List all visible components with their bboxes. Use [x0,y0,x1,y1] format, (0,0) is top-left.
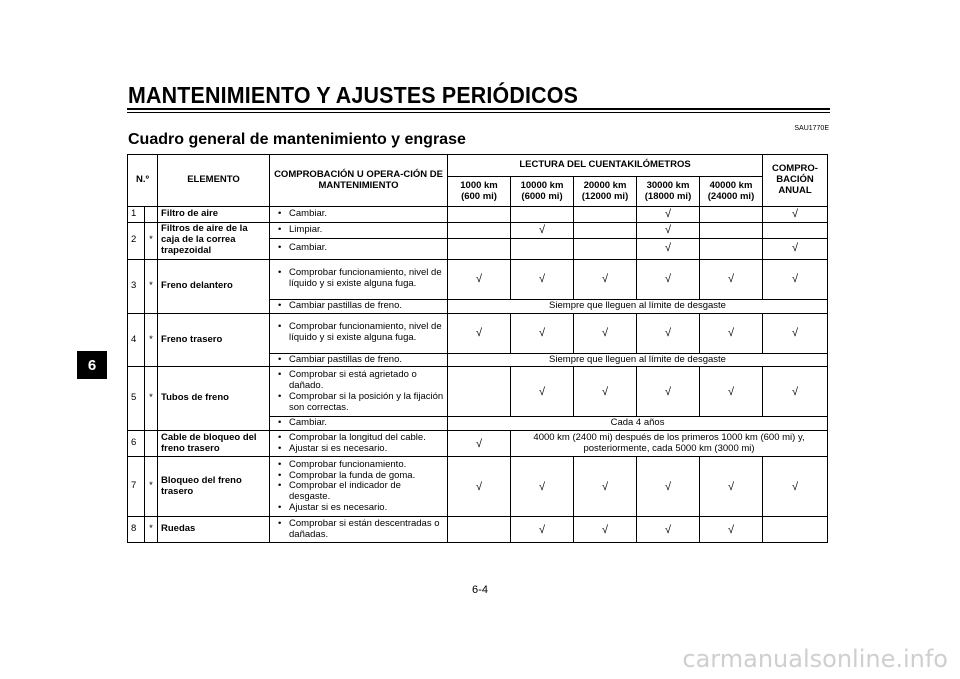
header-annual: COMPRO-BACIÓN ANUAL [763,155,828,207]
cell-operation [270,238,448,259]
operation-step: • Comprobar la longitud del cable. [273,433,444,444]
check-mark: √ [574,517,637,543]
cell-star [145,431,158,457]
cell-operation [270,457,448,517]
cell-item: Bloqueo del freno trasero [158,457,270,517]
operation-step: • Cambiar. [273,209,444,220]
cell-star: * [145,517,158,543]
cell-item: Ruedas [158,517,270,543]
empty-cell [511,207,574,223]
check-mark: √ [637,313,700,353]
cell-operation [270,222,448,238]
table-row [128,457,828,517]
check-mark: √ [637,457,700,517]
check-mark: √ [700,457,763,517]
interval-note: Cada 4 años [448,417,828,431]
header-interval: 40000 km (24000 mi) [700,177,763,207]
cell-operation [270,431,448,457]
cell-operation [270,207,448,223]
table-row [128,517,828,543]
operation-step: • Cambiar pastillas de freno. [273,301,444,312]
empty-cell [448,238,511,259]
cell-operation [270,313,448,353]
check-mark: √ [637,238,700,259]
cell-item: Cable de bloqueo del freno trasero [158,431,270,457]
operation-step: • Comprobar la funda de goma. [273,471,444,482]
empty-cell [448,222,511,238]
operation-step: • Limpiar. [273,225,444,236]
cell-star: * [145,222,158,259]
page-number: 6-4 [472,584,488,596]
header-interval: 1000 km (600 mi) [448,177,511,207]
check-mark: √ [637,222,700,238]
operation-step: • Cambiar pastillas de freno. [273,355,444,366]
watermark: carmanualsonline.info [682,645,948,673]
cell-num: 3 [128,259,145,313]
check-mark: √ [700,367,763,417]
check-mark: √ [763,457,828,517]
interval-note: 4000 km (2400 mi) después de los primeros 1000 km (600 mi) y, posteriormente, cada 5000 km (3000 mi) [511,431,828,457]
operation-step: • Cambiar. [273,418,444,429]
empty-cell [448,207,511,223]
check-mark: √ [574,313,637,353]
chapter-tab: 6 [77,351,107,379]
interval-note: Siempre que lleguen al límite de desgaste [448,353,828,367]
check-mark: √ [511,367,574,417]
check-mark: √ [511,222,574,238]
operation-step: • Comprobar si está agrietado o dañado. [273,370,444,392]
empty-cell [700,222,763,238]
interval-note: Siempre que lleguen al límite de desgaste [448,299,828,313]
table-row [128,313,828,353]
cell-operation [270,353,448,367]
header-interval: 30000 km (18000 mi) [637,177,700,207]
operation-step: • Ajustar si es necesario. [273,503,444,514]
cell-item: Filtros de aire de la caja de la correa trapezoidal [158,222,270,259]
table-row [128,222,828,238]
check-mark: √ [637,259,700,299]
operation-step: • Comprobar funcionamiento, nivel de líquido y si existe alguna fuga. [273,268,444,290]
header-interval: 20000 km (12000 mi) [574,177,637,207]
cell-item: Tubos de freno [158,367,270,431]
page-title: MANTENIMIENTO Y AJUSTES PERIÓDICOS [128,82,579,108]
check-mark: √ [574,367,637,417]
check-mark: √ [574,457,637,517]
cell-num: 4 [128,313,145,367]
check-mark: √ [448,259,511,299]
cell-operation [270,417,448,431]
check-mark: √ [637,517,700,543]
cell-num: 8 [128,517,145,543]
check-mark: √ [763,367,828,417]
header-check: COMPROBACIÓN U OPERA-CIÓN DE MANTENIMIENTO [270,155,448,207]
check-mark: √ [511,313,574,353]
header-odometer: LECTURA DEL CUENTAKILÓMETROS [448,155,763,177]
operation-step: • Cambiar. [273,243,444,254]
cell-operation [270,259,448,299]
check-mark: √ [700,517,763,543]
section-subtitle: Cuadro general de mantenimiento y engrase [128,131,466,148]
check-mark: √ [448,313,511,353]
operation-step: • Comprobar el indicador de desgaste. [273,481,444,503]
title-rule-thick [127,108,830,110]
empty-cell [511,238,574,259]
check-mark: √ [763,313,828,353]
table-row [128,259,828,299]
table-row [128,367,828,417]
empty-cell [700,207,763,223]
operation-step: • Comprobar funcionamiento. [273,460,444,471]
cell-operation [270,367,448,417]
cell-num: 6 [128,431,145,457]
check-mark: √ [700,259,763,299]
cell-item: Freno delantero [158,259,270,313]
check-mark: √ [511,457,574,517]
check-mark: √ [700,313,763,353]
cell-item: Filtro de aire [158,207,270,223]
check-mark: √ [448,431,511,457]
check-mark: √ [511,517,574,543]
empty-cell [763,517,828,543]
cell-operation [270,517,448,543]
cell-star [145,207,158,223]
cell-operation [270,299,448,313]
cell-num: 7 [128,457,145,517]
operation-step: • Comprobar funcionamiento, nivel de líquido y si existe alguna fuga. [273,322,444,344]
check-mark: √ [448,457,511,517]
check-mark: √ [637,207,700,223]
header-num: N.º [128,155,158,207]
title-rule-thin [127,112,830,113]
check-mark: √ [574,259,637,299]
header-interval: 10000 km (6000 mi) [511,177,574,207]
empty-cell [574,238,637,259]
operation-step: • Ajustar si es necesario. [273,444,444,455]
cell-star: * [145,367,158,431]
check-mark: √ [763,207,828,223]
cell-num: 2 [128,222,145,259]
cell-star: * [145,313,158,367]
cell-num: 1 [128,207,145,223]
empty-cell [574,222,637,238]
table-row [128,207,828,223]
table-header [128,155,828,207]
empty-cell [448,367,511,417]
cell-num: 5 [128,367,145,431]
header-item: ELEMENTO [158,155,270,207]
empty-cell [448,517,511,543]
section-code: SAU1770E [794,125,829,132]
cell-star: * [145,259,158,313]
check-mark: √ [637,367,700,417]
cell-item: Freno trasero [158,313,270,367]
check-mark: √ [763,259,828,299]
empty-cell [574,207,637,223]
table-row [128,431,828,457]
cell-star: * [145,457,158,517]
operation-step: • Comprobar si la posición y la fijación son correctas. [273,392,444,414]
empty-cell [700,238,763,259]
operation-step: • Comprobar si están descentradas o dañadas. [273,519,444,541]
table-body [128,207,828,543]
empty-cell [763,222,828,238]
maintenance-table [127,154,828,543]
check-mark: √ [763,238,828,259]
check-mark: √ [511,259,574,299]
